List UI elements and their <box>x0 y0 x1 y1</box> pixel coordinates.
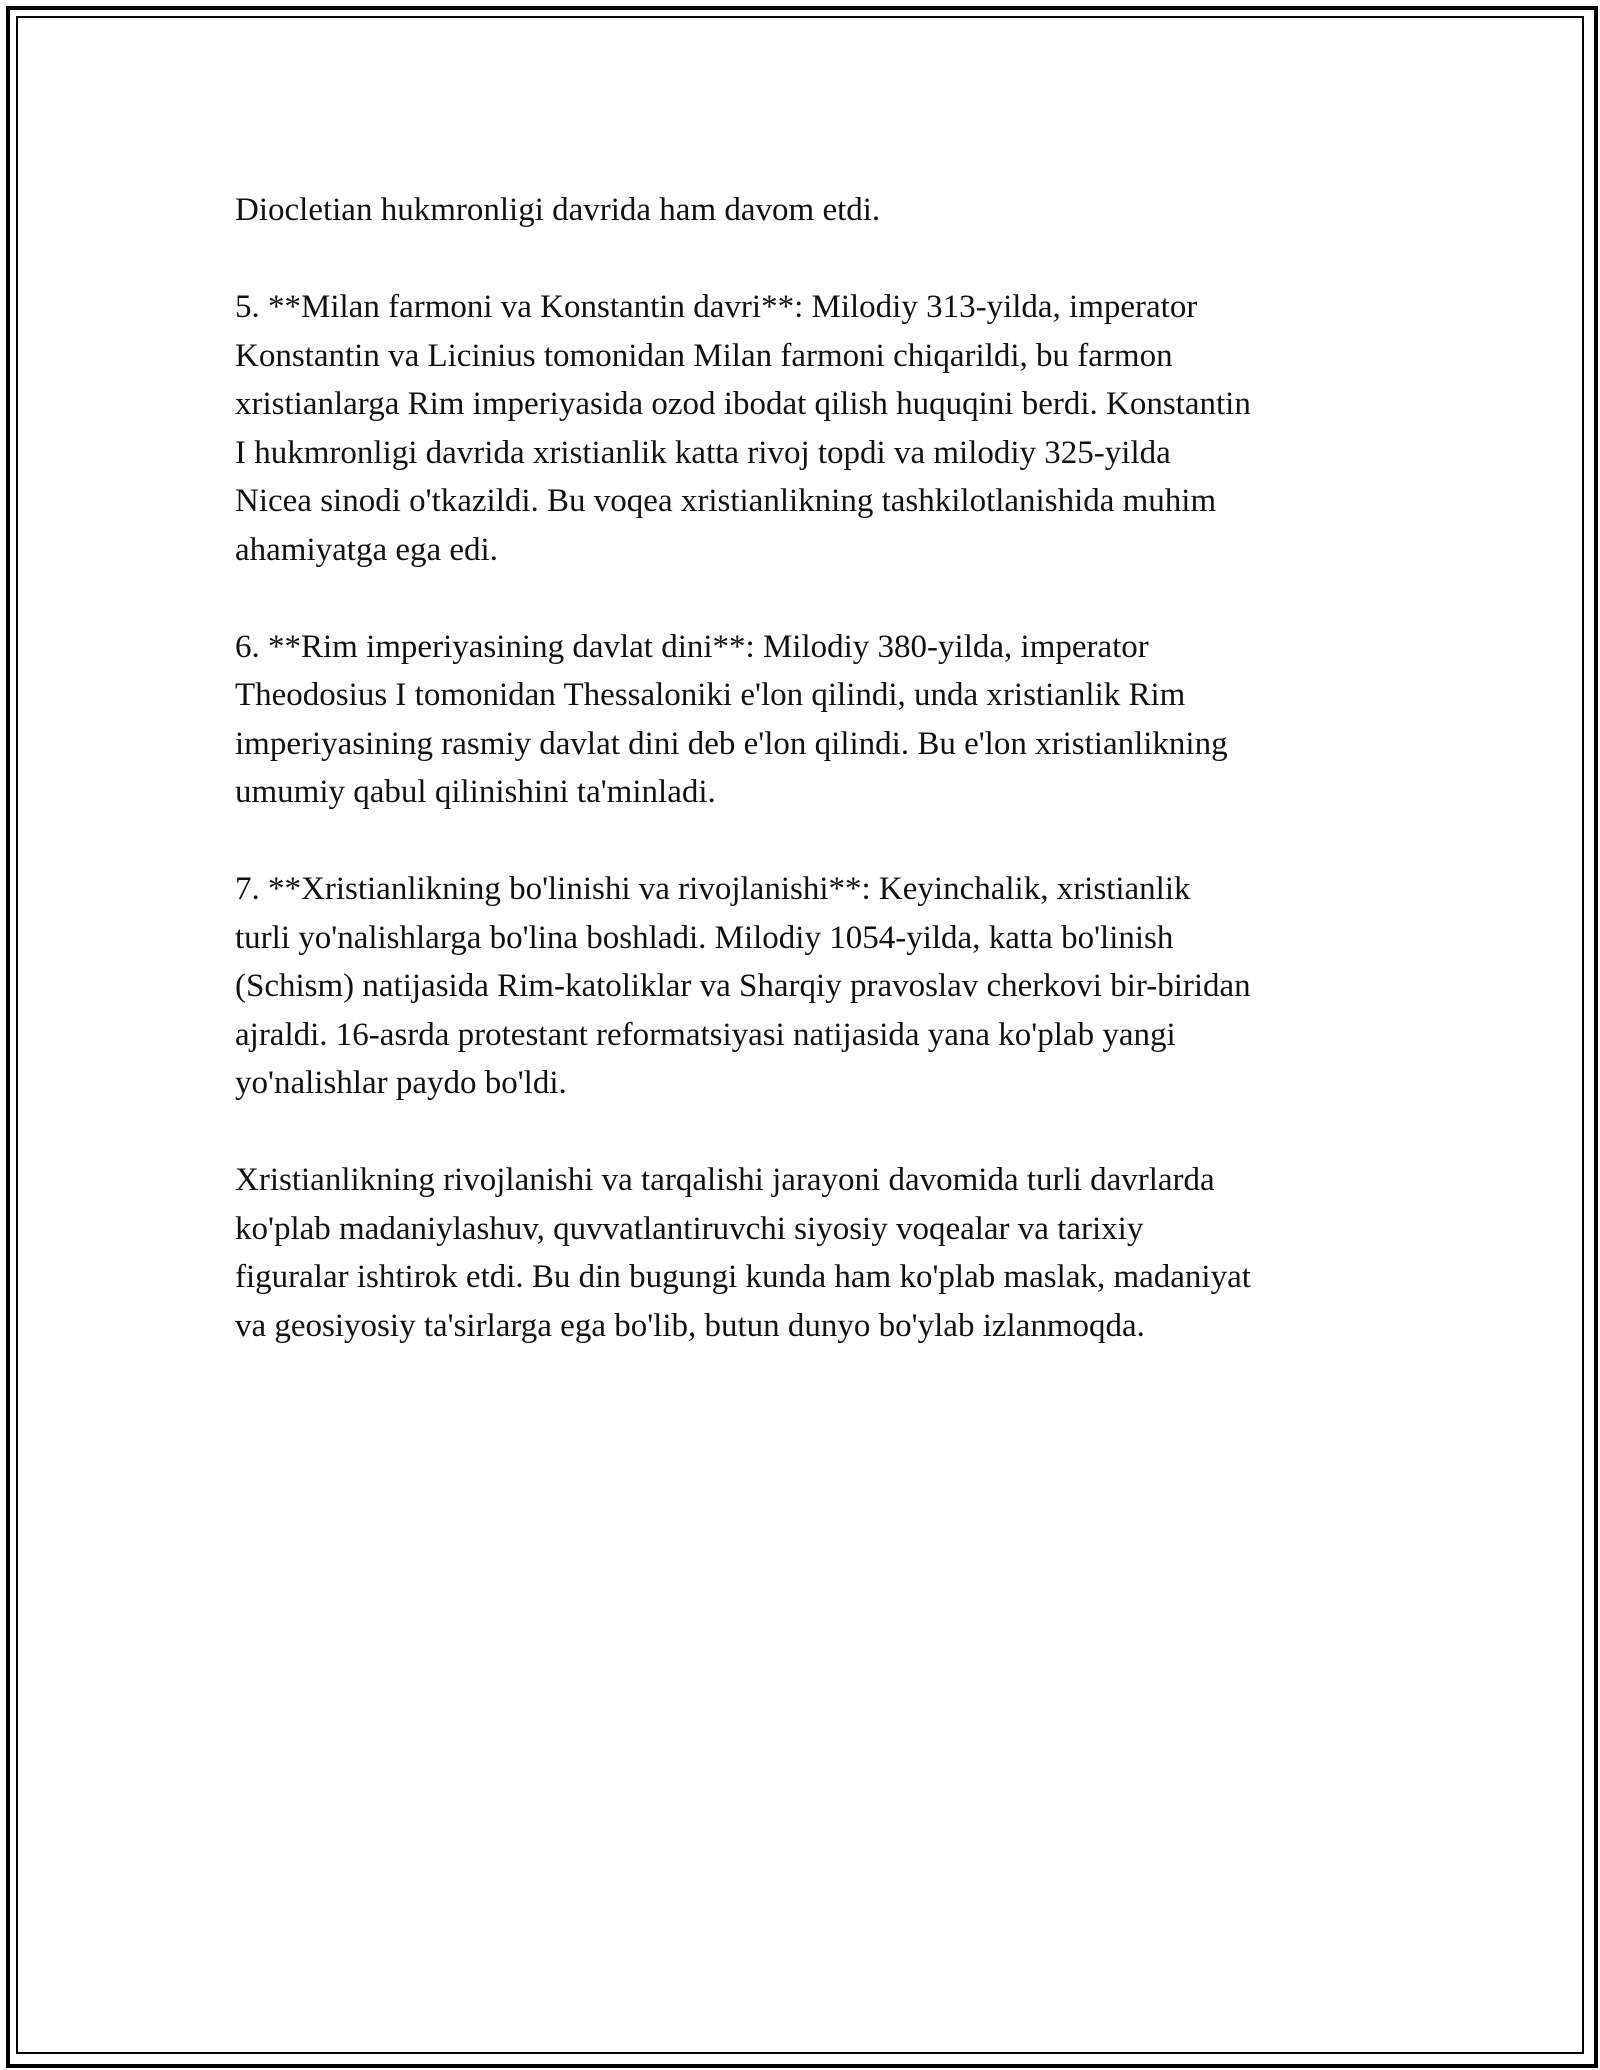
text-line: figuralar ishtirok etdi. Bu din bugungi kunda ham ko'plab maslak, madaniyat <box>235 1259 1251 1295</box>
text-line: imperiyasining rasmiy davlat dini deb e'lon qilindi. Bu e'lon xristianlikning <box>235 725 1228 762</box>
text-line: ahamiyatga ega edi. <box>235 531 498 568</box>
paragraph-state-religion <box>235 623 1375 817</box>
paragraph-continuation <box>235 186 1375 235</box>
document-body <box>235 186 1375 1399</box>
paragraph-schism <box>235 865 1375 1108</box>
text-line: Diocletian hukmronligi davrida ham davom etdi. <box>235 192 881 228</box>
text-line: 6. **Rim imperiyasining davlat dini**: Milodiy 380-yilda, imperator <box>235 628 1149 665</box>
text-line: Konstantin va Licinius tomonidan Milan farmoni chiqarildi, bu farmon <box>235 337 1173 374</box>
text-line: ajraldi. 16-asrda protestant reformatsiyasi natijasida yana ko'plab yangi <box>235 1016 1176 1053</box>
text-line: va geosiyosiy ta'sirlarga ega bo'lib, butun dunyo bo'ylab izlanmoqda. <box>235 1307 1145 1344</box>
text-line: ko'plab madaniylashuv, quvvatlantiruvchi siyosiy voqealar va tarixiy <box>235 1210 1144 1247</box>
text-line: Xristianlikning rivojlanishi va tarqalishi jarayoni davomida turli davrlarda <box>235 1162 1215 1198</box>
text-line: 7. **Xristianlikning bo'linishi va rivojlanishi**: Keyinchalik, xristianlik <box>235 871 1191 907</box>
text-line: umumiy qabul qilinishini ta'minladi. <box>235 774 716 810</box>
text-line: Theodosius I tomonidan Thessaloniki e'lon qilindi, unda xristianlik Rim <box>235 677 1186 713</box>
text-line: 5. **Milan farmoni va Konstantin davri**: Milodiy 313-yilda, imperator <box>235 289 1198 325</box>
text-line: I hukmronligi davrida xristianlik katta rivoj topdi va milodiy 325-yilda <box>235 434 1171 471</box>
text-line: Nicea sinodi o'tkazildi. Bu voqea xristianlikning tashkilotlanishida muhim <box>235 483 1217 519</box>
paragraph-conclusion <box>235 1156 1375 1350</box>
text-line: turli yo'nalishlarga bo'lina boshladi. Milodiy 1054-yilda, katta bo'linish <box>235 919 1174 956</box>
paragraph-milan-edict <box>235 283 1375 574</box>
text-line: (Schism) natijasida Rim-katoliklar va Sharqiy pravoslav cherkovi bir-biridan <box>235 968 1251 1004</box>
text-line: yo'nalishlar paydo bo'ldi. <box>235 1065 567 1101</box>
text-line: xristianlarga Rim imperiyasida ozod ibodat qilish huquqini berdi. Konstantin <box>235 386 1251 422</box>
